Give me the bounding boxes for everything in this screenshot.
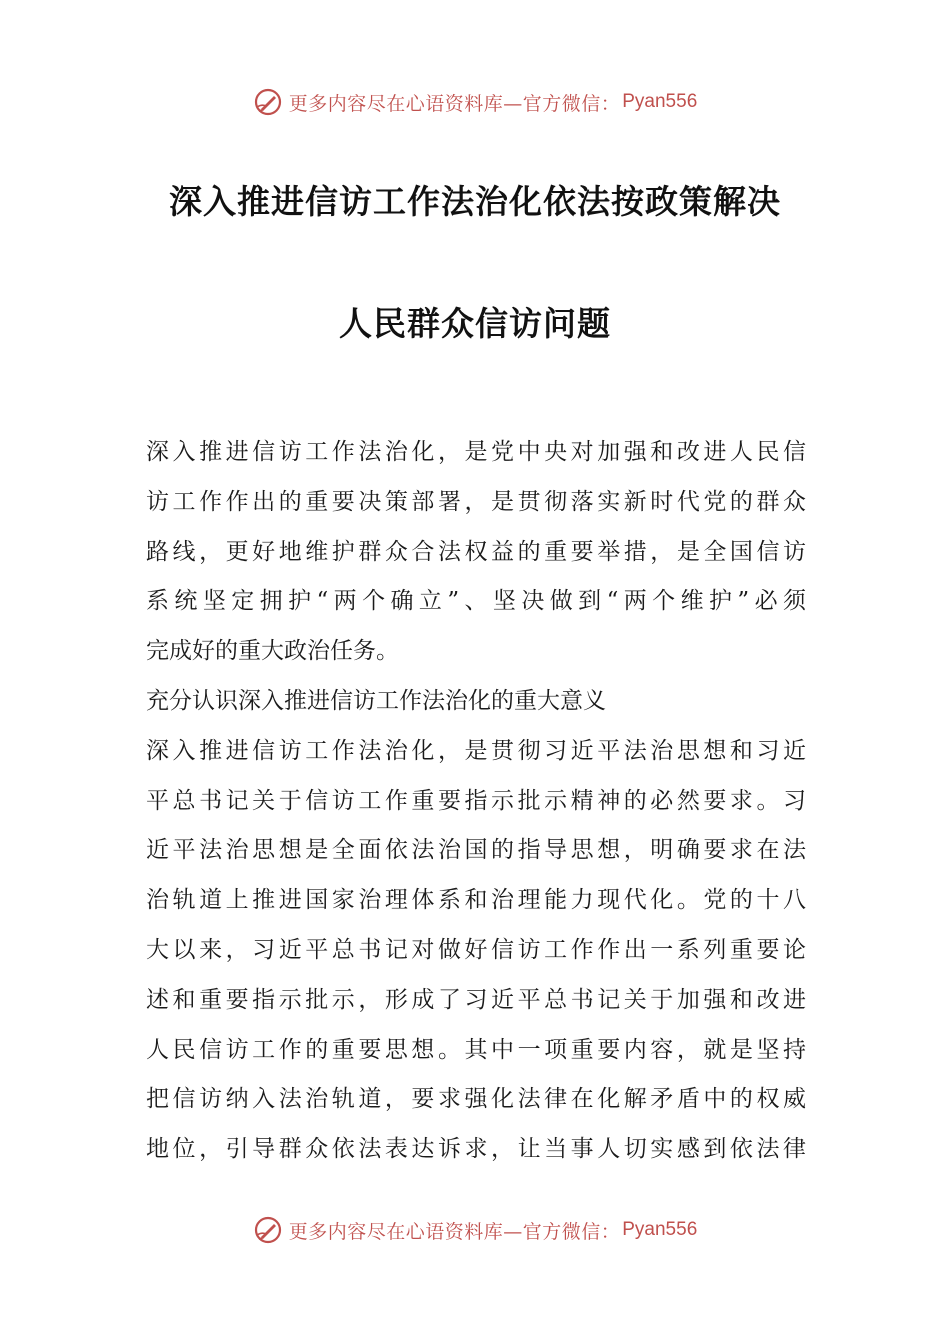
body-line: 完成好的重大政治任务。 xyxy=(146,638,399,665)
watermark-wechat-id: Pyan556 xyxy=(622,1219,698,1240)
body-line: 访工作作出的重要决策部署，是贯彻落实新时代党的群众 xyxy=(146,488,806,515)
body-line: 系统坚定拥护“两个确立”、坚决做到“两个维护”必须 xyxy=(146,588,806,615)
body-line: 地位，引导群众依法表达诉求，让当事人切实感到依法律 xyxy=(146,1136,806,1163)
body-line: 述和重要指示批示，形成了习近平总书记关于加强和改进 xyxy=(146,986,806,1013)
pen-logo-icon xyxy=(253,1215,283,1245)
section-heading: 充分认识深入推进信访工作法治化的重大意义 xyxy=(146,687,606,714)
watermark-text: 更多内容尽在心语资料库—官方微信： xyxy=(288,1220,621,1243)
header-watermark xyxy=(0,82,950,122)
pen-logo-icon xyxy=(253,87,283,117)
body-line: 深入推进信访工作法治化，是党中央对加强和改进人民信 xyxy=(146,439,806,465)
watermark-text: 更多内容尽在心语资料库—官方微信： xyxy=(288,92,621,115)
watermark-wechat-id: Pyan556 xyxy=(622,91,698,112)
document-title-line-2: 人民群众信访问题 xyxy=(339,304,611,343)
body-line: 把信访纳入法治轨道，要求强化法律在化解矛盾中的权威 xyxy=(146,1086,806,1113)
body-line: 治轨道上推进国家治理体系和治理能力现代化。党的十八 xyxy=(146,887,806,914)
footer-watermark xyxy=(0,1210,950,1250)
body-line: 深入推进信访工作法治化，是贯彻习近平法治思想和习近 xyxy=(146,737,806,764)
body-line: 人民信访工作的重要思想。其中一项重要内容，就是坚持 xyxy=(146,1036,806,1063)
body-line: 路线，更好地维护群众合法权益的重要举措，是全国信访 xyxy=(146,538,806,565)
document-title-line-1: 深入推进信访工作法治化依法按政策解决 xyxy=(169,182,781,221)
body-line: 近平法治思想是全面依法治国的指导思想，明确要求在法 xyxy=(146,837,806,864)
body-line: 大以来，习近平总书记对做好信访工作作出一系列重要论 xyxy=(146,936,806,963)
document-body xyxy=(146,428,806,1175)
body-line: 平总书记关于信访工作重要指示批示精神的必然要求。习 xyxy=(146,787,806,814)
